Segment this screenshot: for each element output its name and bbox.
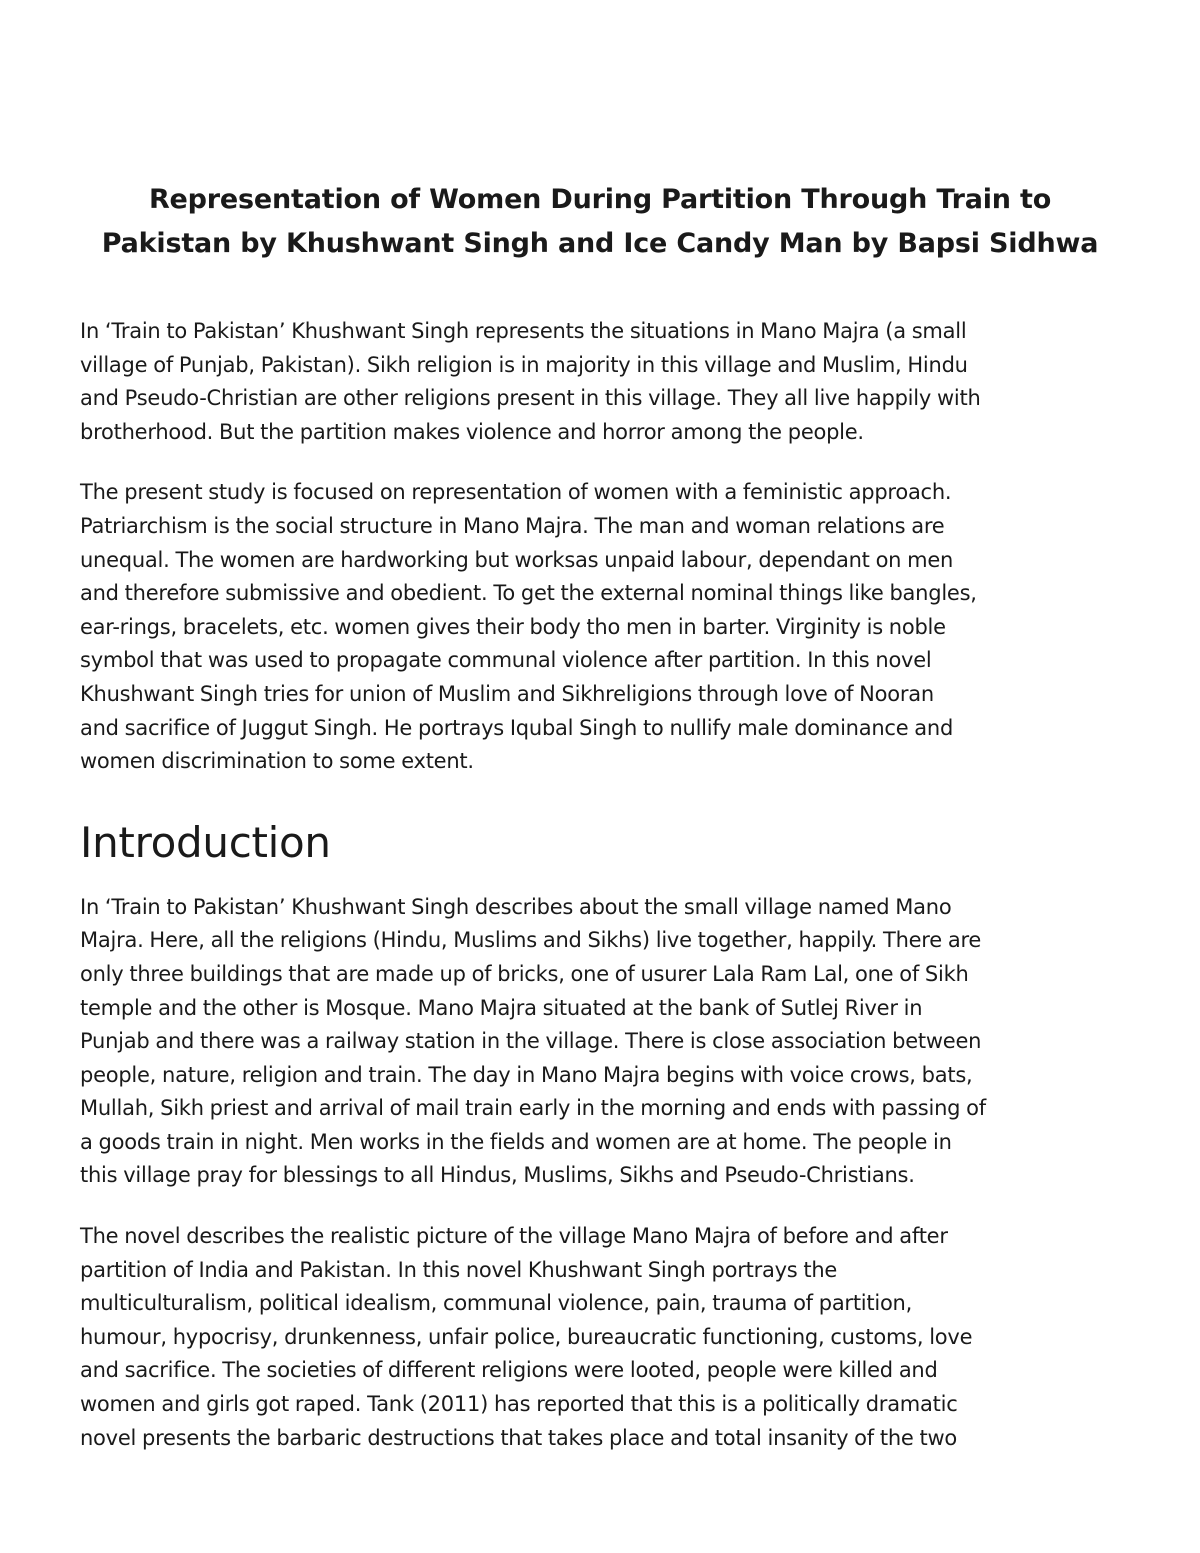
text-line: The present study is focused on representation of women with a feministic approach. — [80, 480, 952, 505]
text-line: brotherhood. But the partition makes violence and horror among the people. — [80, 419, 864, 444]
abstract-paragraph — [80, 315, 1120, 449]
text-line: Punjab and there was a railway station in the village. There is close association between — [80, 1029, 982, 1054]
text-line: In ‘Train to Pakistan’ Khushwant Singh represents the situations in Mano Majra (a small — [80, 319, 967, 343]
text-line: Patriarchism is the social structure in Mano Majra. The man and woman relations are — [80, 513, 945, 538]
text-line: Khushwant Singh tries for union of Muslim and Sikhreligions through love of Nooran — [80, 681, 934, 706]
text-line: Mullah, Sikh priest and arrival of mail train early in the morning and ends with passing of — [80, 1096, 986, 1121]
text-line: village of Punjab, Pakistan). Sikh religion is in majority in this village and Muslim, Hindu — [80, 352, 968, 377]
text-line: women discrimination to some extent. — [80, 749, 474, 774]
text-line: Majra. Here, all the religions (Hindu, Muslims and Sikhs) live together, happily. There are — [80, 928, 982, 953]
intro-paragraph — [80, 891, 1120, 1193]
text-line: and Pseudo-Christian are other religions present in this village. They all live happily with — [80, 386, 981, 411]
abstract-paragraph — [80, 476, 1120, 778]
text-line: unequal. The women are hardworking but worksas unpaid labour, dependant on men — [80, 547, 954, 572]
text-line: and therefore submissive and obedient. To get the external nominal things like bangles, — [80, 581, 977, 606]
text-line: The novel describes the realistic picture of the village Mano Majra of before and after — [80, 1224, 948, 1249]
text-line: novel presents the barbaric destructions that takes place and total insanity of the two — [80, 1425, 957, 1450]
text-line: this village pray for blessings to all Hindus, Muslims, Sikhs and Pseudo-Christians. — [80, 1163, 915, 1188]
section-heading-introduction: Introduction — [80, 817, 331, 867]
text-line: and sacrifice. The societies of different religions were looted, people were killed and — [80, 1358, 938, 1383]
text-line: humour, hypocrisy, drunkenness, unfair police, bureaucratic functioning, customs, love — [80, 1324, 973, 1349]
text-line: ear-rings, bracelets, etc. women gives their body tho men in barter. Virginity is noble — [80, 614, 946, 639]
text-line: and sacrifice of Juggut Singh. He portrays Iqubal Singh to nullify male dominance and — [80, 715, 954, 740]
text-line: a goods train in night. Men works in the fields and women are at home. The people in — [80, 1129, 952, 1154]
document-title: Representation of Women During Partition Through Train to Pakistan by Khushwant Singh and Ice Candy Man by Bapsi Sidhwa — [101, 184, 1099, 259]
text-line: multiculturalism, political idealism, communal violence, pain, trauma of partition, — [80, 1291, 913, 1316]
text-line: women and girls got raped. Tank (2011) has reported that this is a politically dramatic — [80, 1392, 958, 1417]
text-line: symbol that was used to propagate communal violence after partition. In this novel — [80, 648, 932, 673]
intro-paragraph — [80, 1220, 1120, 1455]
text-line: In ‘Train to Pakistan’ Khushwant Singh describes about the small village named Mano — [80, 894, 952, 919]
text-line: people, nature, religion and train. The day in Mano Majra begins with voice crows, bats, — [80, 1062, 973, 1087]
text-line: only three buildings that are made up of bricks, one of usurer Lala Ram Lal, one of Sikh — [80, 961, 969, 986]
text-line: temple and the other is Mosque. Mano Majra situated at the bank of Sutlej River in — [80, 995, 923, 1020]
text-line: partition of India and Pakistan. In this novel Khushwant Singh portrays the — [80, 1257, 838, 1282]
